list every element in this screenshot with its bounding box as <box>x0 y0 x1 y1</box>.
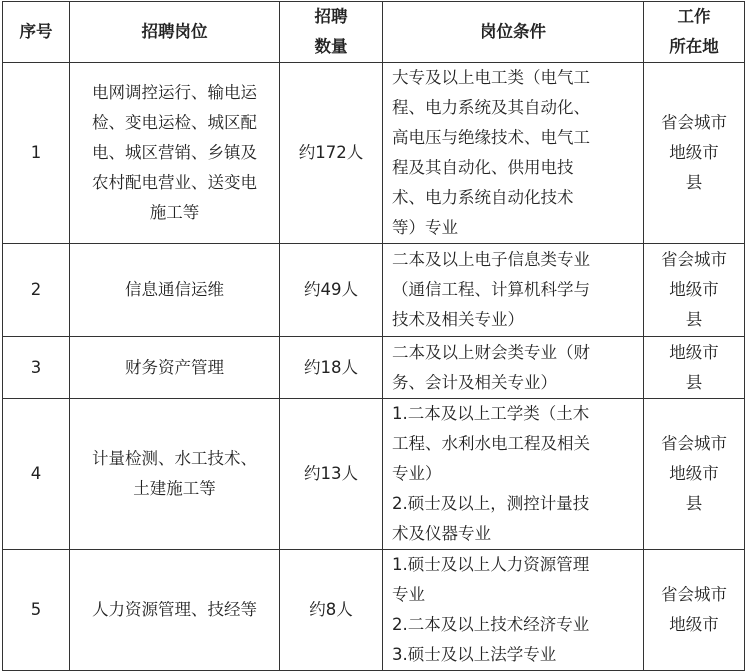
row-number: 4 <box>3 399 70 550</box>
position-cell-line: 农村配电营业、送变电 <box>92 173 257 192</box>
header-count <box>280 2 383 63</box>
position-cell-line: 人力资源管理、技经等 <box>92 600 257 619</box>
count-cell: 约172人 <box>280 63 383 244</box>
count-cell: 约8人 <box>280 550 383 671</box>
conditions-cell-line: 务、会计及相关专业） <box>392 372 557 392</box>
conditions-cell-line: 3.硕士及以上法学专业 <box>392 645 557 664</box>
position-cell-line: 土建施工等 <box>133 479 216 498</box>
position-cell-line: 信息通信运维 <box>125 280 224 299</box>
count-cell: 约13人 <box>280 399 383 550</box>
header-location-line1: 工作 <box>677 7 711 26</box>
location-cell-line: 地级市 <box>669 615 719 634</box>
position-cell-line: 施工等 <box>149 203 200 222</box>
table-row <box>3 399 745 550</box>
location-cell-line: 地级市 <box>669 280 719 299</box>
conditions-cell <box>383 244 644 337</box>
conditions-cell <box>383 63 644 244</box>
header-no: 序号 <box>3 2 70 63</box>
position-cell <box>70 337 280 399</box>
conditions-cell-line: 2.二本及以上技术经济专业 <box>392 615 590 634</box>
location-cell <box>644 244 745 337</box>
location-cell-line: 地级市 <box>669 143 719 162</box>
table-row <box>3 63 745 244</box>
position-cell-line: 计量检测、水工技术、 <box>92 449 257 468</box>
location-cell-line: 地级市 <box>669 464 719 483</box>
row-number: 5 <box>3 550 70 671</box>
conditions-cell-line: 1.二本及以上工学类（土木 <box>392 404 590 423</box>
table-row <box>3 244 745 337</box>
conditions-cell-line: 高电压与绝缘技术、电气工 <box>392 128 590 147</box>
conditions-cell-line: 程、电力系统及其自动化、 <box>392 98 590 117</box>
conditions-cell-line: 术、电力系统自动化技术 <box>392 188 574 207</box>
location-cell-line: 省会城市 <box>661 585 727 604</box>
conditions-cell-line: 二本及以上电子信息类专业 <box>392 250 590 269</box>
conditions-cell-line: 技术及相关专业） <box>392 310 524 329</box>
conditions-cell <box>383 399 644 550</box>
conditions-cell-line: 2.硕士及以上，测控计量技 <box>392 494 590 513</box>
row-number: 2 <box>3 244 70 337</box>
location-cell <box>644 337 745 399</box>
conditions-cell-line: 专业） <box>392 464 442 483</box>
location-cell-line: 省会城市 <box>661 250 727 269</box>
header-conditions: 岗位条件 <box>383 2 644 63</box>
conditions-cell-line: 程及其自动化、供用电技 <box>392 158 574 177</box>
location-cell-line: 省会城市 <box>661 434 727 453</box>
conditions-cell <box>383 337 644 399</box>
position-cell <box>70 399 280 550</box>
location-cell <box>644 63 745 244</box>
position-cell <box>70 63 280 244</box>
count-cell: 约49人 <box>280 244 383 337</box>
position-cell <box>70 550 280 671</box>
header-row <box>3 2 745 63</box>
conditions-cell-line: （通信工程、计算机科学与 <box>392 280 590 299</box>
header-count-line1: 招聘 <box>314 7 348 26</box>
row-number: 1 <box>3 63 70 244</box>
location-cell <box>644 399 745 550</box>
row-number: 3 <box>3 337 70 399</box>
position-cell-line: 电网调控运行、输电运 <box>92 83 257 102</box>
header-count-line2: 数量 <box>314 37 348 56</box>
location-cell-line: 地级市 <box>669 342 719 362</box>
table-body <box>3 63 745 671</box>
location-cell-line: 县 <box>685 372 703 392</box>
table-row <box>3 550 745 671</box>
location-cell-line: 县 <box>685 173 703 192</box>
position-cell-line: 检、变电运检、城区配 <box>92 113 257 132</box>
location-cell <box>644 550 745 671</box>
conditions-cell-line: 1.硕士及以上人力资源管理 <box>392 555 590 574</box>
conditions-cell-line: 二本及以上财会类专业（财 <box>392 342 590 362</box>
conditions-cell-line: 大专及以上电工类（电气工 <box>392 68 590 87</box>
recruitment-table <box>2 1 745 671</box>
location-cell-line: 省会城市 <box>661 113 727 132</box>
location-cell-line: 县 <box>685 494 703 513</box>
conditions-cell-line: 术及仪器专业 <box>392 524 491 543</box>
table-row <box>3 337 745 399</box>
location-cell-line: 县 <box>685 310 703 329</box>
header-position: 招聘岗位 <box>70 2 280 63</box>
header-location <box>644 2 745 63</box>
conditions-cell-line: 专业 <box>392 585 425 604</box>
header-location-line2: 所在地 <box>669 37 719 56</box>
count-cell: 约18人 <box>280 337 383 399</box>
conditions-cell-line: 等）专业 <box>392 218 458 237</box>
position-cell <box>70 244 280 337</box>
conditions-cell-line: 工程、水利水电工程及相关 <box>392 434 590 453</box>
position-cell-line: 财务资产管理 <box>125 357 224 377</box>
conditions-cell <box>383 550 644 671</box>
position-cell-line: 电、城区营销、乡镇及 <box>92 143 257 162</box>
